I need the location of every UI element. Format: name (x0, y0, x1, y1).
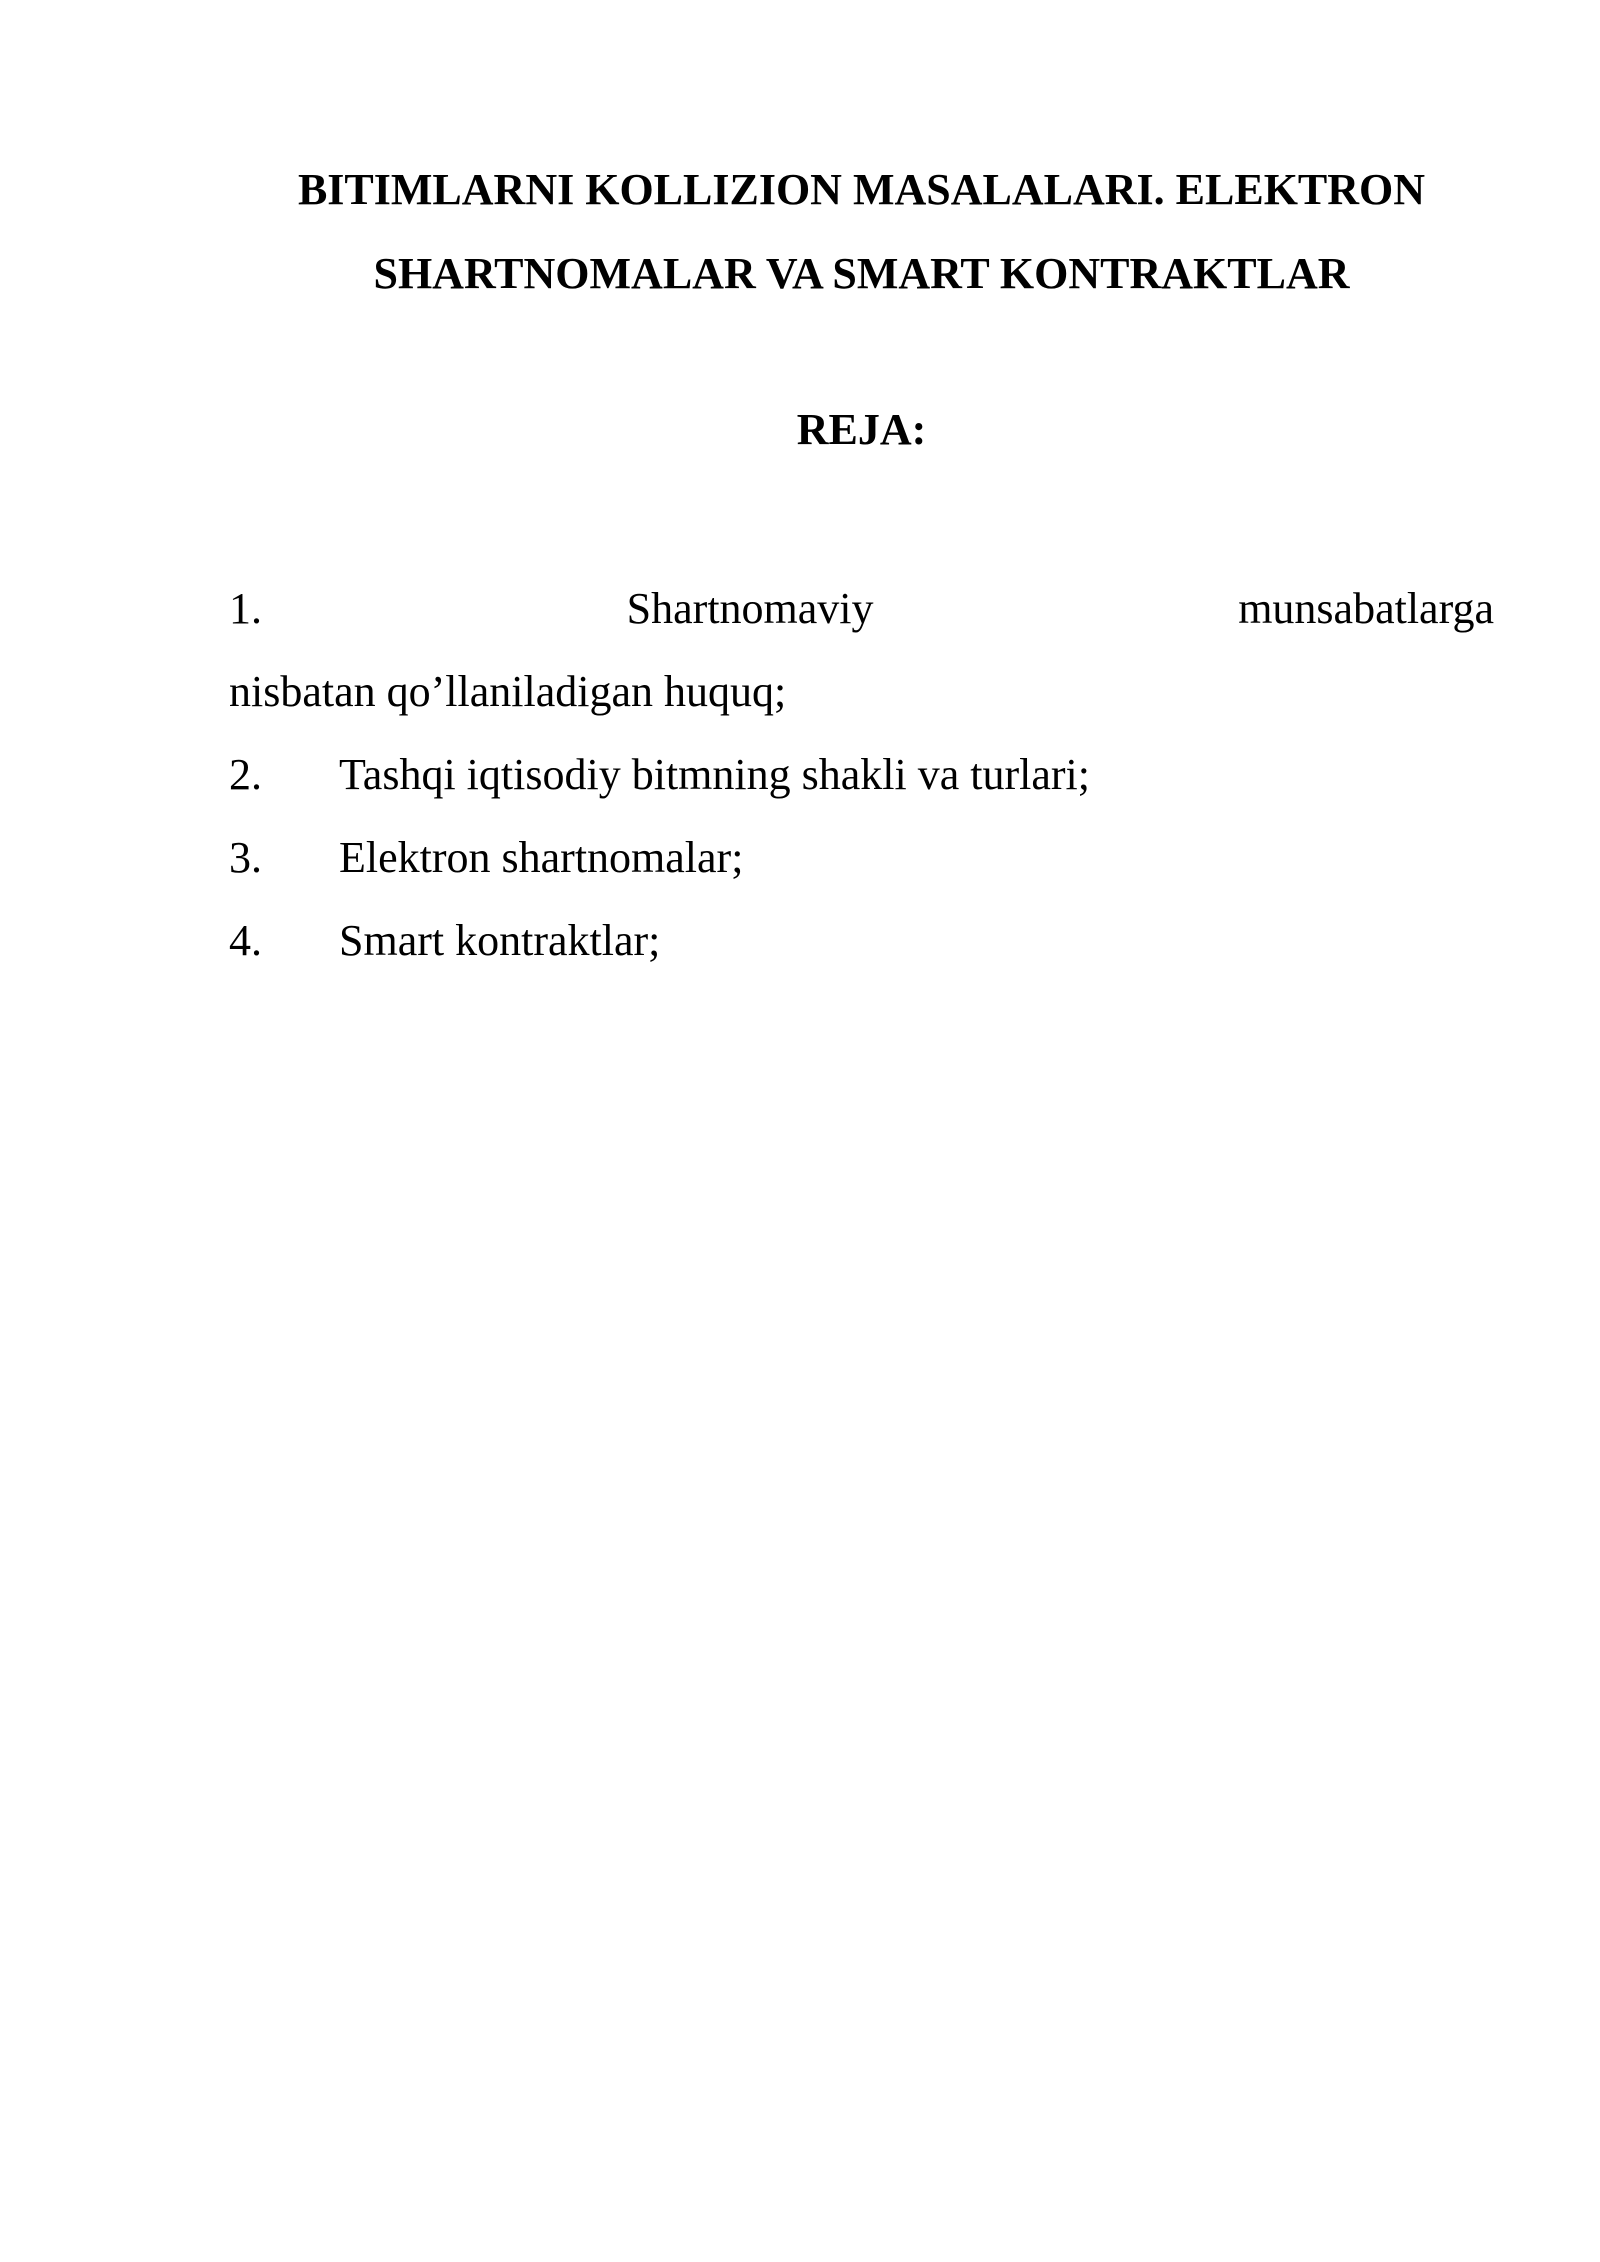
plan-item-1 (229, 567, 1494, 733)
plan-item-4 (229, 899, 1494, 982)
plan-item-word: munsabatlarga (1238, 584, 1494, 633)
plan-item-1-line-1 (229, 567, 1494, 650)
document-title (229, 148, 1494, 316)
plan-item-1-line-2: nisbatan qo’llaniladigan huquq; (229, 667, 787, 716)
plan-item-3 (229, 816, 1494, 899)
plan-item-text: Smart kontraktlar; (339, 916, 661, 965)
plan-item-text: Elektron shartnomalar; (339, 833, 744, 882)
plan-item-number: 1. (229, 584, 262, 633)
plan-item-text: Tashqi iqtisodiy bitmning shakli va turlari; (339, 750, 1090, 799)
plan-item-word: Shartnomaviy (626, 584, 874, 633)
plan-item-2 (229, 733, 1494, 816)
document-title-line-2: SHARTNOMALAR VA SMART KONTRAKTLAR (373, 249, 1350, 298)
plan-item-number: 3. (229, 833, 262, 882)
plan-item-number: 4. (229, 916, 262, 965)
document-title-line-1: BITIMLARNI KOLLIZION MASALALARI. ELEKTRON (297, 165, 1426, 214)
plan-heading: REJA: (796, 405, 927, 454)
plan-list (229, 567, 1494, 982)
plan-item-number: 2. (229, 750, 262, 799)
